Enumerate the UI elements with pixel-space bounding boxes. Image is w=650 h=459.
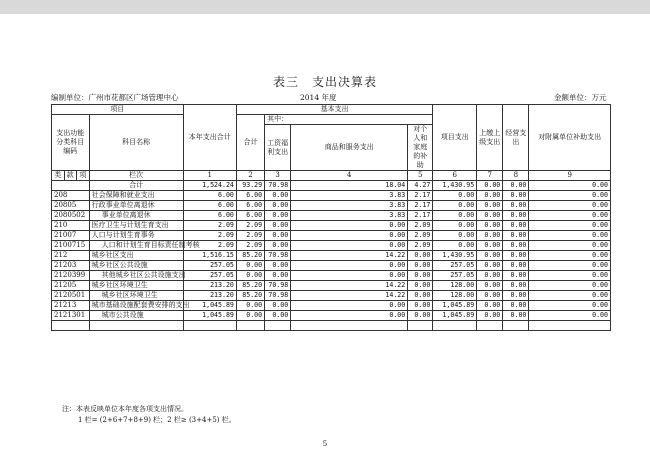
row-value: 70.98 [265, 281, 291, 291]
row-value: 0.00 [503, 271, 529, 281]
table-row [52, 241, 611, 251]
row-value: 0.00 [503, 221, 529, 231]
row-subject-name: 城乡社区环境卫生 [89, 281, 183, 291]
row-value: 0.00 [433, 191, 477, 201]
row-value: 0.00 [503, 181, 529, 191]
row-subject-name: 社会保障和就业支出 [89, 191, 183, 201]
note-line-1: 注：本表反映单位本年度各项支出情况。 [62, 405, 188, 413]
header-project: 项目 [52, 105, 184, 115]
row-value: 0.00 [265, 221, 291, 231]
row-value: 0.00 [477, 261, 503, 271]
row-code: 21213 [52, 301, 90, 311]
row-value: 0.00 [291, 221, 408, 231]
row-value: 1,045.89 [433, 311, 477, 321]
compiling-unit: 编制单位：广州市花都区广场管理中心 [51, 93, 179, 102]
page-title: 表三 支出决算表 [272, 75, 377, 89]
table-row [52, 261, 611, 271]
row-value: 2.09 [236, 241, 264, 251]
header-column-no: 栏次 [89, 171, 183, 181]
header-operating: 经营支出 [503, 105, 529, 171]
row-value: 85.20 [236, 281, 264, 291]
row-code: 2121301 [52, 311, 90, 321]
row-value: 0.00 [529, 211, 611, 221]
row-value: 0.00 [529, 251, 611, 261]
row-subject-name: 城乡社区环境卫生 [89, 291, 183, 301]
row-value: 4.27 [408, 181, 433, 191]
row-value: 18.04 [291, 181, 408, 191]
col-num: 4 [291, 171, 408, 181]
row-value: 14.22 [291, 291, 408, 301]
row-value: 0.00 [477, 211, 503, 221]
row-value: 3.83 [291, 201, 408, 211]
row-value: 1,045.89 [183, 311, 236, 321]
row-code: 20805 [52, 201, 90, 211]
row-subject-name: 城市公共设施 [89, 311, 183, 321]
table-row [52, 201, 611, 211]
row-value: 257.05 [183, 261, 236, 271]
row-value: 0.00 [477, 311, 503, 321]
row-value: 0.00 [529, 201, 611, 211]
table-row [52, 291, 611, 301]
row-value [433, 321, 477, 331]
row-value: 0.00 [503, 191, 529, 201]
row-value: 0.00 [529, 271, 611, 281]
row-value: 6.00 [183, 211, 236, 221]
row-value: 1,045.89 [433, 301, 477, 311]
header-class: 类 [52, 171, 65, 181]
row-value [236, 321, 264, 331]
row-value: 0.00 [529, 281, 611, 291]
row-value: 213.20 [183, 291, 236, 301]
header-of-which: 其中： [265, 115, 433, 125]
row-value: 0.00 [236, 301, 264, 311]
row-value: 0.00 [503, 241, 529, 251]
row-subject-name: 合计 [89, 181, 183, 191]
col-num: 7 [477, 171, 503, 181]
header-wages: 工资福利支出 [265, 125, 291, 171]
row-value: 0.00 [408, 281, 433, 291]
row-value: 93.29 [236, 181, 264, 191]
scan-top-band [0, 0, 650, 14]
row-value: 0.00 [408, 261, 433, 271]
row-value: 85.20 [236, 291, 264, 301]
table-row [52, 231, 611, 241]
table-row [52, 301, 611, 311]
row-value: 0.00 [477, 291, 503, 301]
row-subject-name: 事业单位离退休 [89, 211, 183, 221]
row-value: 2.17 [408, 201, 433, 211]
row-value: 0.00 [529, 191, 611, 201]
row-value: 6.00 [183, 191, 236, 201]
row-value: 0.00 [291, 271, 408, 281]
row-value: 0.00 [236, 271, 264, 281]
col-num: 8 [503, 171, 529, 181]
row-value: 0.00 [503, 301, 529, 311]
row-value [529, 321, 611, 331]
header-section: 款 [64, 171, 77, 181]
header-personal: 对个人和家庭的补助 [408, 125, 433, 171]
row-value: 128.00 [433, 281, 477, 291]
row-value: 0.00 [529, 301, 611, 311]
row-value: 0.00 [503, 281, 529, 291]
row-value: 0.00 [503, 201, 529, 211]
row-value: 0.00 [408, 251, 433, 261]
row-value [503, 321, 529, 331]
row-value: 0.00 [477, 181, 503, 191]
row-value: 0.00 [477, 281, 503, 291]
row-value: 0.00 [477, 271, 503, 281]
row-value: 2.09 [183, 221, 236, 231]
row-value: 0.00 [433, 221, 477, 231]
row-value: 257.05 [183, 271, 236, 281]
row-value: 3.83 [291, 211, 408, 221]
col-num: 1 [183, 171, 236, 181]
row-value: 0.00 [529, 221, 611, 231]
row-value: 257.05 [433, 271, 477, 281]
row-value: 0.00 [265, 231, 291, 241]
note-line-2: 1 栏= (2+6+7+8+9) 栏；2 栏≥ (3+4+5) 栏。 [78, 416, 236, 424]
row-value: 2.09 [408, 231, 433, 241]
col-num: 9 [529, 171, 611, 181]
table-row [52, 271, 611, 281]
row-value: 0.00 [291, 261, 408, 271]
row-value: 0.00 [408, 311, 433, 321]
row-value: 2.09 [236, 231, 264, 241]
row-value: 0.00 [265, 301, 291, 311]
row-code: 212 [52, 251, 90, 261]
row-value: 70.98 [265, 251, 291, 261]
row-value: 1,045.89 [183, 301, 236, 311]
row-value: 2.09 [183, 241, 236, 251]
header-goods: 商品和服务支出 [291, 125, 408, 171]
row-value: 0.00 [265, 191, 291, 201]
table-row [52, 311, 611, 321]
row-value: 0.00 [265, 201, 291, 211]
row-value: 0.00 [291, 311, 408, 321]
table-row [52, 191, 611, 201]
row-value: 0.00 [408, 271, 433, 281]
row-value [291, 321, 408, 331]
header-subtotal: 合计 [236, 115, 264, 171]
header-subject: 科目名称 [89, 115, 183, 171]
row-value: 0.00 [503, 291, 529, 301]
row-value: 6.00 [236, 211, 264, 221]
expenditure-table [51, 104, 611, 331]
row-value [265, 321, 291, 331]
row-value: 70.98 [265, 181, 291, 191]
row-value: 14.22 [291, 281, 408, 291]
header-upper: 上缴上级支出 [477, 105, 503, 171]
row-value: 0.00 [529, 231, 611, 241]
header-basic: 基本支出 [236, 105, 432, 115]
row-code: 21007 [52, 231, 90, 241]
row-value: 0.00 [529, 311, 611, 321]
row-value: 0.00 [477, 221, 503, 231]
row-value [477, 321, 503, 331]
row-code: 208 [52, 191, 90, 201]
table-notes [62, 404, 236, 426]
row-value: 1,516.15 [183, 251, 236, 261]
row-value: 0.00 [265, 211, 291, 221]
row-value: 0.00 [265, 261, 291, 271]
row-value: 128.00 [433, 291, 477, 301]
row-code: 21203 [52, 261, 90, 271]
row-value: 3.83 [291, 191, 408, 201]
row-value: 213.20 [183, 281, 236, 291]
table-row [52, 221, 611, 231]
row-code: 2100715 [52, 241, 90, 251]
row-code [52, 321, 90, 331]
row-subject-name: 其他城乡社区公共设施支出 [89, 271, 183, 281]
row-subject-name: 城乡社区公共设施 [89, 261, 183, 271]
row-value: 6.00 [236, 191, 264, 201]
row-value [408, 321, 433, 331]
row-value: 1,524.24 [183, 181, 236, 191]
row-value: 0.00 [477, 251, 503, 261]
row-code: 2080502 [52, 211, 90, 221]
row-value: 0.00 [265, 241, 291, 251]
row-value: 1,430.95 [433, 251, 477, 261]
row-code: 2120399 [52, 271, 90, 281]
row-value: 0.00 [503, 251, 529, 261]
row-subject-name: 人口和计划生育目标责任制考核 [89, 241, 183, 251]
col-num: 6 [433, 171, 477, 181]
row-value: 0.00 [529, 241, 611, 251]
row-code: 2120501 [52, 291, 90, 301]
fiscal-year: 2014 年度 [300, 93, 337, 102]
row-code: 210 [52, 221, 90, 231]
row-value: 2.17 [408, 191, 433, 201]
row-subject-name: 人口与计划生育事务 [89, 231, 183, 241]
row-value: 0.00 [433, 211, 477, 221]
row-value: 0.00 [503, 261, 529, 271]
row-subject-name [89, 321, 183, 331]
table-row [52, 181, 611, 191]
row-value: 0.00 [265, 311, 291, 321]
row-value: 14.22 [291, 251, 408, 261]
row-value: 2.09 [408, 241, 433, 251]
table-row [52, 211, 611, 221]
header-item: 项 [77, 171, 90, 181]
row-value: 0.00 [291, 241, 408, 251]
row-value [183, 321, 236, 331]
row-value: 0.00 [503, 231, 529, 241]
row-value: 257.05 [433, 261, 477, 271]
row-value: 0.00 [408, 301, 433, 311]
row-value: 6.00 [236, 201, 264, 211]
header-subsidy: 对附属单位补助支出 [529, 105, 611, 171]
currency-unit: 金额单位：万元 [554, 93, 607, 102]
row-value: 2.09 [236, 221, 264, 231]
row-subject-name: 行政事业单位离退休 [89, 201, 183, 211]
row-value: 0.00 [503, 311, 529, 321]
row-subject-name: 城市基础设施配套费安排的支出 [89, 301, 183, 311]
row-value: 0.00 [477, 231, 503, 241]
row-subject-name: 医疗卫生与计划生育支出 [89, 221, 183, 231]
header-total: 本年支出合计 [183, 105, 236, 171]
header-project-expense: 项目支出 [433, 105, 477, 171]
row-code: 21205 [52, 281, 90, 291]
row-value: 0.00 [529, 181, 611, 191]
header-func-code: 支出功能分类科目编码 [52, 115, 90, 171]
table-row [52, 281, 611, 291]
row-value: 1,430.95 [433, 181, 477, 191]
row-value: 0.00 [433, 231, 477, 241]
row-value: 0.00 [477, 191, 503, 201]
row-value: 2.17 [408, 211, 433, 221]
row-value: 0.00 [433, 201, 477, 211]
row-value: 0.00 [291, 301, 408, 311]
row-value: 0.00 [529, 261, 611, 271]
row-value: 0.00 [477, 241, 503, 251]
row-value: 70.98 [265, 291, 291, 301]
row-value: 2.09 [408, 221, 433, 231]
row-value: 0.00 [477, 201, 503, 211]
page-number: 5 [322, 440, 328, 448]
row-value: 0.00 [477, 301, 503, 311]
row-value: 0.00 [265, 271, 291, 281]
row-value: 0.00 [529, 291, 611, 301]
table-row [52, 251, 611, 261]
row-value: 6.00 [183, 201, 236, 211]
row-value: 2.09 [183, 231, 236, 241]
row-value: 0.00 [236, 261, 264, 271]
table-row [52, 321, 611, 331]
row-value: 0.00 [291, 231, 408, 241]
col-num: 3 [265, 171, 291, 181]
row-subject-name: 城乡社区支出 [89, 251, 183, 261]
col-num: 2 [236, 171, 264, 181]
row-value: 0.00 [236, 311, 264, 321]
row-value: 0.00 [408, 291, 433, 301]
row-value: 0.00 [503, 211, 529, 221]
row-value: 85.20 [236, 251, 264, 261]
row-value: 0.00 [433, 241, 477, 251]
col-num: 5 [408, 171, 433, 181]
row-code [52, 181, 90, 191]
